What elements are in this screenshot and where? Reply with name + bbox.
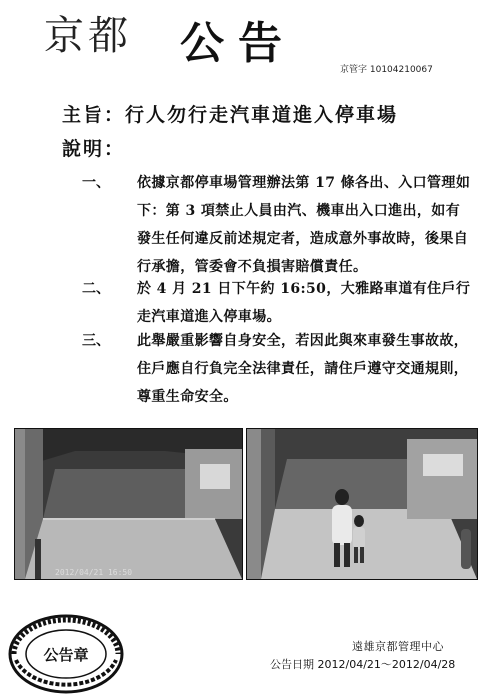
logo: 京都 bbox=[44, 13, 132, 59]
item-number: 三、 bbox=[82, 333, 110, 349]
item-text: 於 4 月 21 日下午約 16:50，大雅路車道有住戶行走汽車道進入停車場。 bbox=[137, 281, 471, 325]
document-number: 京管字 10104210067 bbox=[340, 65, 433, 75]
cctv-photo-right bbox=[246, 428, 478, 580]
announcement-date: 公告日期 2012/04/21～2012/04/28 bbox=[270, 658, 456, 671]
issuer-name: 遠雄京都管理中心 bbox=[352, 640, 444, 653]
item-text: 此舉嚴重影響自身安全，若因此與來車發生事故故，住戶應自行負完全法律責任，請住戶遵守交通規則，尊重生命安全。 bbox=[137, 333, 469, 405]
parking-ramp-image bbox=[15, 429, 242, 579]
list-item bbox=[82, 275, 477, 331]
cctv-photo-left bbox=[14, 428, 243, 580]
list-item bbox=[82, 169, 477, 281]
official-seal bbox=[6, 612, 126, 696]
item-number: 二、 bbox=[82, 281, 110, 297]
page-title: 公告 bbox=[180, 18, 296, 69]
parking-ramp-people-image bbox=[247, 429, 477, 579]
list-item bbox=[82, 327, 477, 411]
subject-line: 主旨：行人勿行走汽車道進入停車場 bbox=[62, 104, 399, 126]
photo-timestamp: 2012/04/21 16:50 bbox=[55, 568, 133, 577]
item-number: 一、 bbox=[82, 175, 110, 191]
seal-center-text: 公告章 bbox=[43, 646, 89, 664]
description-label: 說明： bbox=[62, 138, 126, 160]
item-text: 依據京都停車場管理辦法第 17 條各出、入口管理如下：第 3 項禁止人員由汽、機車出入口進出，如有發生任何違反前述規定者，造成意外事故時，後果自行承擔，管委會不負損害賠償責任。 bbox=[137, 175, 471, 275]
